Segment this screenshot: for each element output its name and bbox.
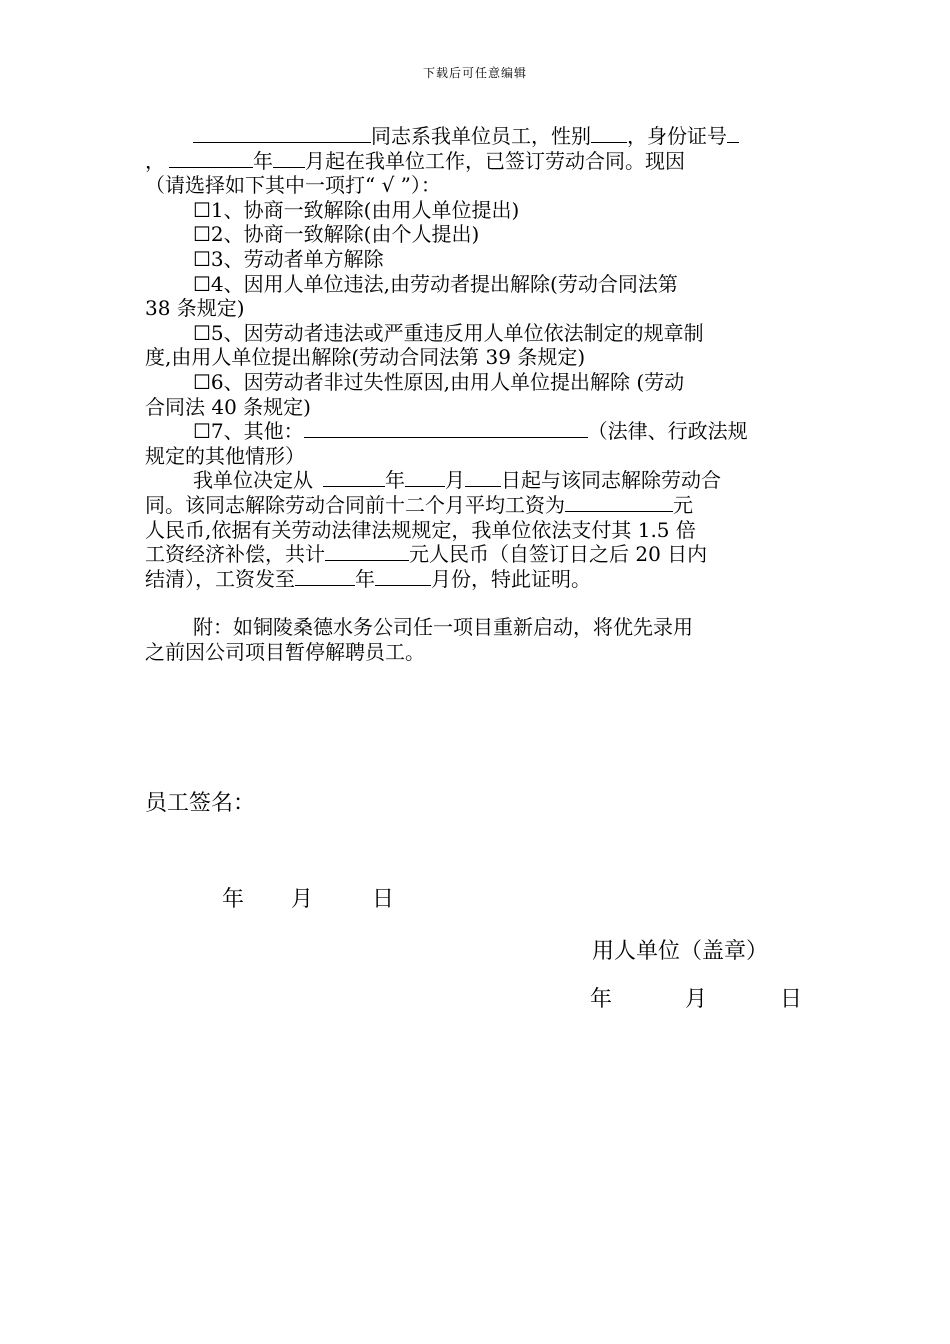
option-6-cont: 合同法 40 条规定) xyxy=(145,394,311,419)
note-line-1: 附：如铜陵桑德水务公司任一项目重新启动，将优先录用 xyxy=(193,615,693,640)
decision-line-5: 结清），工资发至 年 月份，特此证明。 xyxy=(145,566,591,591)
start-year-blank[interactable] xyxy=(169,149,253,168)
employee-signature-label[interactable]: 员工签名： xyxy=(145,791,256,816)
option-1[interactable]: ☐1、协商一致解除(由用人单位提出) xyxy=(193,197,520,222)
gender-blank[interactable] xyxy=(591,124,627,143)
option-7-cont: 规定的其他情形） xyxy=(145,443,305,468)
line-2: ， 年 月起在我单位工作，已签订劳动合同。现因 xyxy=(145,148,685,173)
end-day-blank[interactable] xyxy=(465,468,501,487)
certificate-body xyxy=(145,124,815,664)
wage-until-month-blank[interactable] xyxy=(375,567,431,586)
page-header: 下载后可任意编辑 xyxy=(422,66,527,80)
option-5-cont: 度,由用人单位提出解除(劳动合同法第 39 条规定) xyxy=(145,345,586,370)
option-5[interactable]: ☐5、因劳动者违法或严重违反用人单位依法制定的规章制 xyxy=(193,320,704,345)
end-month-blank[interactable] xyxy=(405,468,445,487)
decision-line-2: 同。该同志解除劳动合同前十二个月平均工资为 元 xyxy=(145,492,693,517)
decision-line-3: 人民币,依据有关劳动法律法规规定，我单位依法支付其 1.5 倍 xyxy=(145,517,696,542)
compensation-blank[interactable] xyxy=(325,542,409,561)
decision-line-4: 工资经济补偿，共计 元人民币（自签订日之后 20 日内 xyxy=(145,542,708,567)
option-4[interactable]: ☐4、因用人单位违法,由劳动者提出解除(劳动合同法第 xyxy=(193,271,678,296)
option-6[interactable]: ☐6、因劳动者非过失性原因,由用人单位提出解除 (劳动 xyxy=(193,369,685,394)
employer-date: 年 月 日 xyxy=(590,987,803,1012)
option-7: ☐7、其他： （法律、行政法规 xyxy=(193,419,748,444)
option-2[interactable]: ☐2、协商一致解除(由个人提出) xyxy=(193,222,480,247)
note-line-2: 之前因公司项目暂停解聘员工。 xyxy=(145,639,425,664)
option-4-cont: 38 条规定) xyxy=(145,296,245,321)
end-year-blank[interactable] xyxy=(323,468,385,487)
id-number-blank[interactable] xyxy=(727,124,739,143)
employee-date: 年 月 日 xyxy=(222,887,395,912)
other-reason-blank[interactable] xyxy=(304,419,588,438)
name-blank[interactable] xyxy=(193,124,371,143)
wage-until-year-blank[interactable] xyxy=(295,567,355,586)
line-3: （请选择如下其中一项打“ √ ”）： xyxy=(145,173,441,198)
option-3[interactable]: ☐3、劳动者单方解除 xyxy=(193,246,384,271)
start-month-blank[interactable] xyxy=(273,149,305,168)
avg-wage-blank[interactable] xyxy=(565,493,673,512)
line-1: 同志系我单位员工，性别 ，身份证号 xyxy=(145,124,815,149)
decision-line-1: 我单位决定从 年 月 日起与该同志解除劳动合 xyxy=(193,468,721,493)
employer-seal-label[interactable]: 用人单位（盖章） xyxy=(592,939,769,964)
